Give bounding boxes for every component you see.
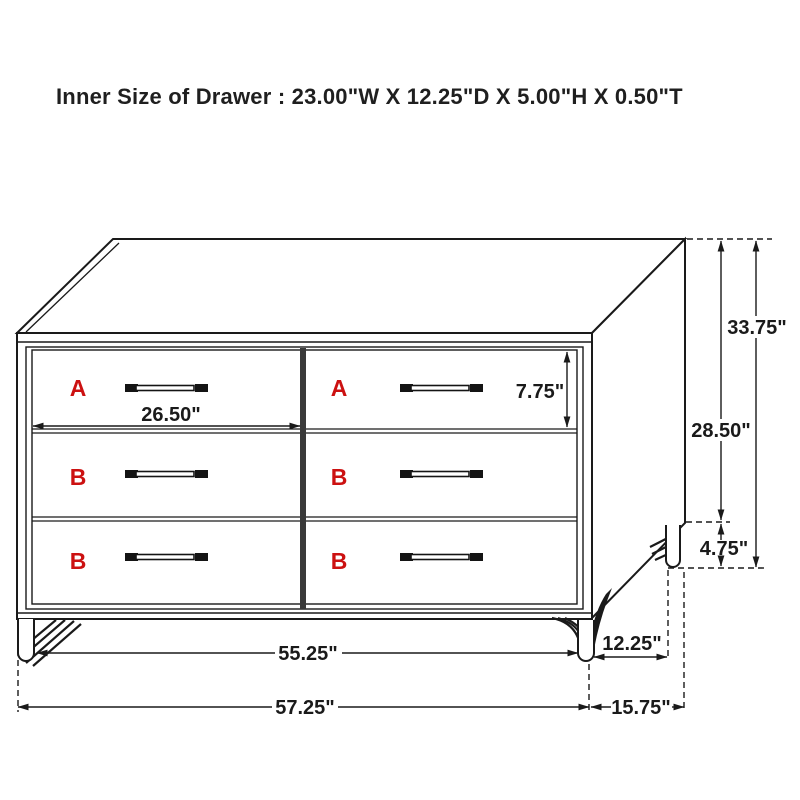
handle-bar [411, 555, 469, 560]
front-left-leg [18, 619, 81, 666]
dimension-label-base-width: 55.25" [278, 643, 338, 665]
inner-drawer-size-title: Inner Size of Drawer : 23.00"W X 12.25"D X 5.00"H X 0.50"T [56, 84, 683, 109]
top-face-panel [17, 239, 685, 333]
drawer-label-b-bottom-left: B [69, 548, 87, 574]
hairpin-wire [552, 618, 581, 650]
drawer-label-b-mid-right: B [330, 464, 348, 490]
dimension-overall-depth [591, 697, 684, 719]
handle-end-cap [470, 470, 483, 478]
handle-end-cap [470, 384, 483, 392]
dresser-top-face [17, 239, 685, 333]
drawer-handle [400, 553, 483, 561]
dimension-overall-height [727, 241, 787, 567]
drawer-label-a-right: A [330, 375, 348, 401]
drawer-label-b-bottom-right: B [330, 548, 348, 574]
handle-end-cap [195, 470, 208, 478]
dimension-label-leg-height: 4.75" [699, 538, 749, 560]
drawer-handle [125, 384, 208, 392]
dimension-leg-height [700, 524, 748, 566]
dimension-label-overall-depth: 15.75" [611, 697, 671, 719]
handle-end-cap [195, 553, 208, 561]
drawer-handle [125, 470, 208, 478]
dimension-label-drawer-height: 7.75" [515, 381, 565, 403]
handle-bar [136, 472, 194, 477]
leg-post [18, 619, 34, 661]
dimension-label-overall-width: 57.25" [275, 697, 335, 719]
handle-bar [411, 386, 469, 391]
dimension-label-case-height: 28.50" [691, 420, 751, 442]
dimension-label-leg-depth: 12.25" [602, 633, 662, 655]
dimension-label-overall-height: 33.75" [727, 317, 787, 339]
handle-end-cap [195, 384, 208, 392]
leg-post [666, 525, 680, 567]
dimension-base-width [37, 643, 578, 665]
drawer-label-b-mid-left: B [69, 464, 87, 490]
dimension-case-height [691, 241, 751, 520]
drawer-label-a-left: A [69, 375, 87, 401]
dimension-label-drawer-width: 26.50" [141, 404, 201, 426]
dimension-overall-width [18, 697, 589, 719]
handle-bar [136, 386, 194, 391]
drawer-handle [400, 384, 483, 392]
drawer-handle [400, 470, 483, 478]
dresser-front-face [17, 333, 592, 619]
leg-post [578, 620, 594, 661]
handle-end-cap [470, 553, 483, 561]
handle-bar [136, 555, 194, 560]
handle-bar [411, 472, 469, 477]
center-divider [300, 348, 306, 609]
dimension-leg-depth [594, 633, 667, 657]
drawer-handle [125, 553, 208, 561]
hairpin-wire [33, 624, 81, 666]
